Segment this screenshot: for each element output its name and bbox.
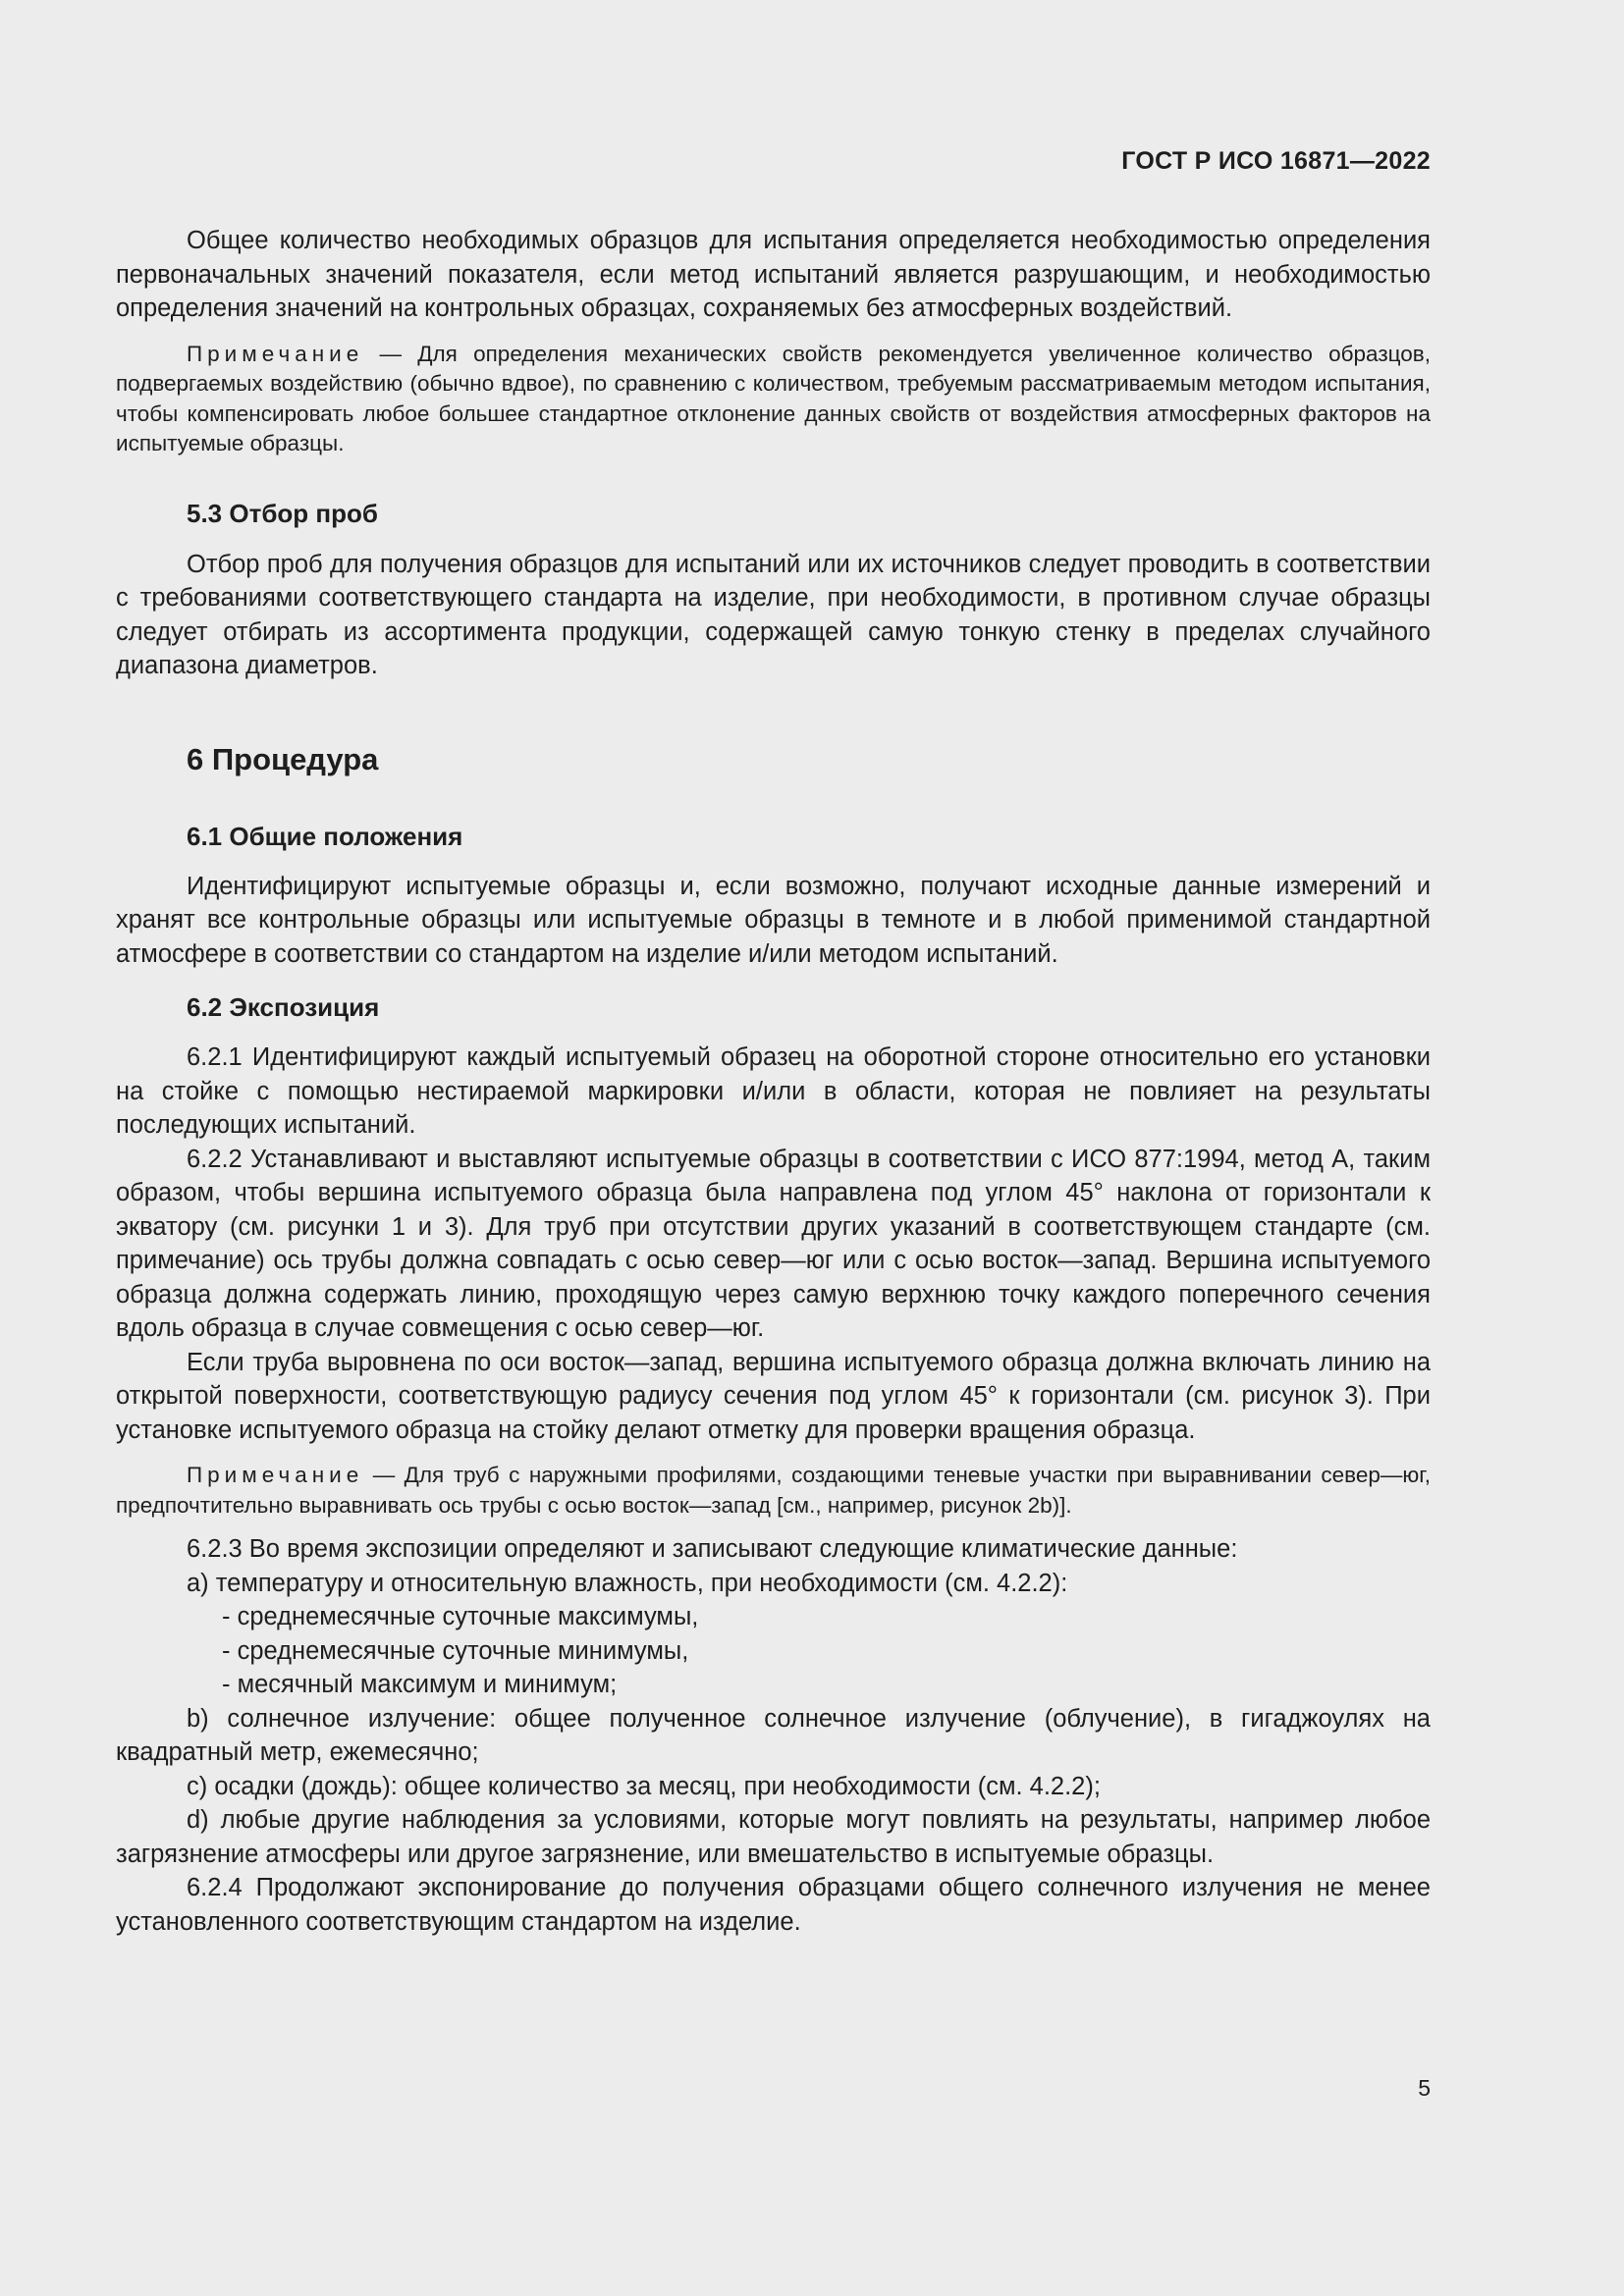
note-2 — [116, 1461, 1431, 1521]
paragraph-6-2-1: 6.2.1 Идентифицируют каждый испытуемый образец на оборотной стороне относительно его установки на стойке с помощью нестираемой маркировки и/или в области, которая не повлияет на результаты последующих испытаний. — [116, 1043, 1431, 1139]
paragraph-6-2-4: 6.2.4 Продолжают экспонирование до получения образцами общего солнечного излучения не менее установленного соответствующим стандартом на изделие. — [116, 1874, 1431, 1936]
list-item-d: d) любые другие наблюдения за условиями, которые могут повлиять на результаты, например любое загрязнение атмосферы или другое загрязнение, или вмешательство в испытуемые образцы. — [116, 1806, 1431, 1868]
note-1 — [116, 340, 1431, 459]
section-6-title: 6 Процедура — [187, 741, 379, 776]
paragraph-6-2-2-continued: Если труба выровнена по оси восток—запад, вершина испытуемого образца должна включать линию на открытой поверхности, соответствующую радиусу сечения под углом 45° к горизонтали (см. рисунок 3). При установке испытуемого образца на стойку делают отметку для проверки вращения образца. — [116, 1348, 1431, 1444]
paragraph-6-2-3: 6.2.3 Во время экспозиции определяют и записывают следующие климатические данные: — [187, 1535, 1238, 1563]
dash-item-1: - среднемесячные суточные максимумы, — [222, 1603, 699, 1630]
section-6-1-text: Идентифицируют испытуемые образцы и, если возможно, получают исходные данные измерений и хранят все контрольные образцы или испытуемые образцы в темноте и в любой применимой стандартной атмосфере в соответствии со стандартом на изделие и/или методом испытаний. — [116, 872, 1431, 968]
note-2-text: — Для труб с наружными профилями, создающими теневые участки при выравнивании север—юг, предпочтительно выравнивать ось трубы с осью восток—запад [см., например, рисунок 2b)]. — [116, 1463, 1431, 1518]
section-6-2-title: 6.2 Экспозиция — [187, 992, 380, 1022]
dash-item-3: - месячный максимум и минимум; — [222, 1671, 618, 1698]
note-2-label: Примечание — [187, 1463, 364, 1487]
section-6-1-title: 6.1 Общие положения — [187, 821, 463, 851]
list-item-b: b) солнечное излучение: общее полученное солнечное излучение (облучение), в гигаджоулях на квадратный метр, ежемесячно; — [116, 1704, 1431, 1766]
paragraph-6-2-2: 6.2.2 Устанавливают и выставляют испытуемые образцы в соответствии с ИСО 877:1994, метод А, таким образом, чтобы вершина испытуемого образца была направлена под углом 45° наклона от горизонтали к экватору (см. рисунки 1 и 3). Для труб при отсутствии других указаний в соответствующем стандарте (см. примечание) ось трубы должна совпадать с осью север—юг или с осью восток—запад. Вершина испытуемого образца должна содержать линию, проходящую через самую верхнюю точку каждого поперечного сечения вдоль образца в случае совмещения с осью север—юг. — [116, 1145, 1431, 1342]
document-body — [116, 224, 1431, 1939]
document-header: ГОСТ Р ИСО 16871—2022 — [1121, 147, 1431, 175]
section-5-3-title: 5.3 Отбор проб — [187, 498, 378, 528]
page-number: 5 — [1418, 2075, 1431, 2101]
list-item-c: c) осадки (дождь): общее количество за месяц, при необходимости (см. 4.2.2); — [187, 1772, 1101, 1800]
note-1-label: Примечание — [187, 341, 364, 366]
intro-paragraph: Общее количество необходимых образцов для испытания определяется необходимостью определения первоначальных значений показателя, если метод испытаний является разрушающим, и необходимостью определения значений на контрольных образцах, сохраняемых без атмосферных воздействий. — [116, 227, 1431, 322]
section-5-3-text: Отбор проб для получения образцов для испытаний или их источников следует проводить в соответствии с требованиями соответствующего стандарта на изделие, при необходимости, в противном случае образцы следует отбирать из ассортимента продукции, содержащей самую тонкую стенку в пределах случайного диапазона диаметров. — [116, 550, 1431, 679]
list-item-a: a) температуру и относительную влажность, при необходимости (см. 4.2.2): — [187, 1569, 1068, 1597]
dash-item-2: - среднемесячные суточные минимумы, — [222, 1636, 689, 1665]
document-page — [116, 0, 1431, 2296]
note-1-text: — Для определения механических свойств рекомендуется увеличенное количество образцов, подвергаемых воздействию (обычно вдвое), по сравнению с количеством, требуемым рассматриваемым методом испытания, чтобы компенсировать любое большее стандартное отклонение данных свойств от воздействия атмосферных факторов на испытуемые образцы. — [116, 341, 1431, 455]
